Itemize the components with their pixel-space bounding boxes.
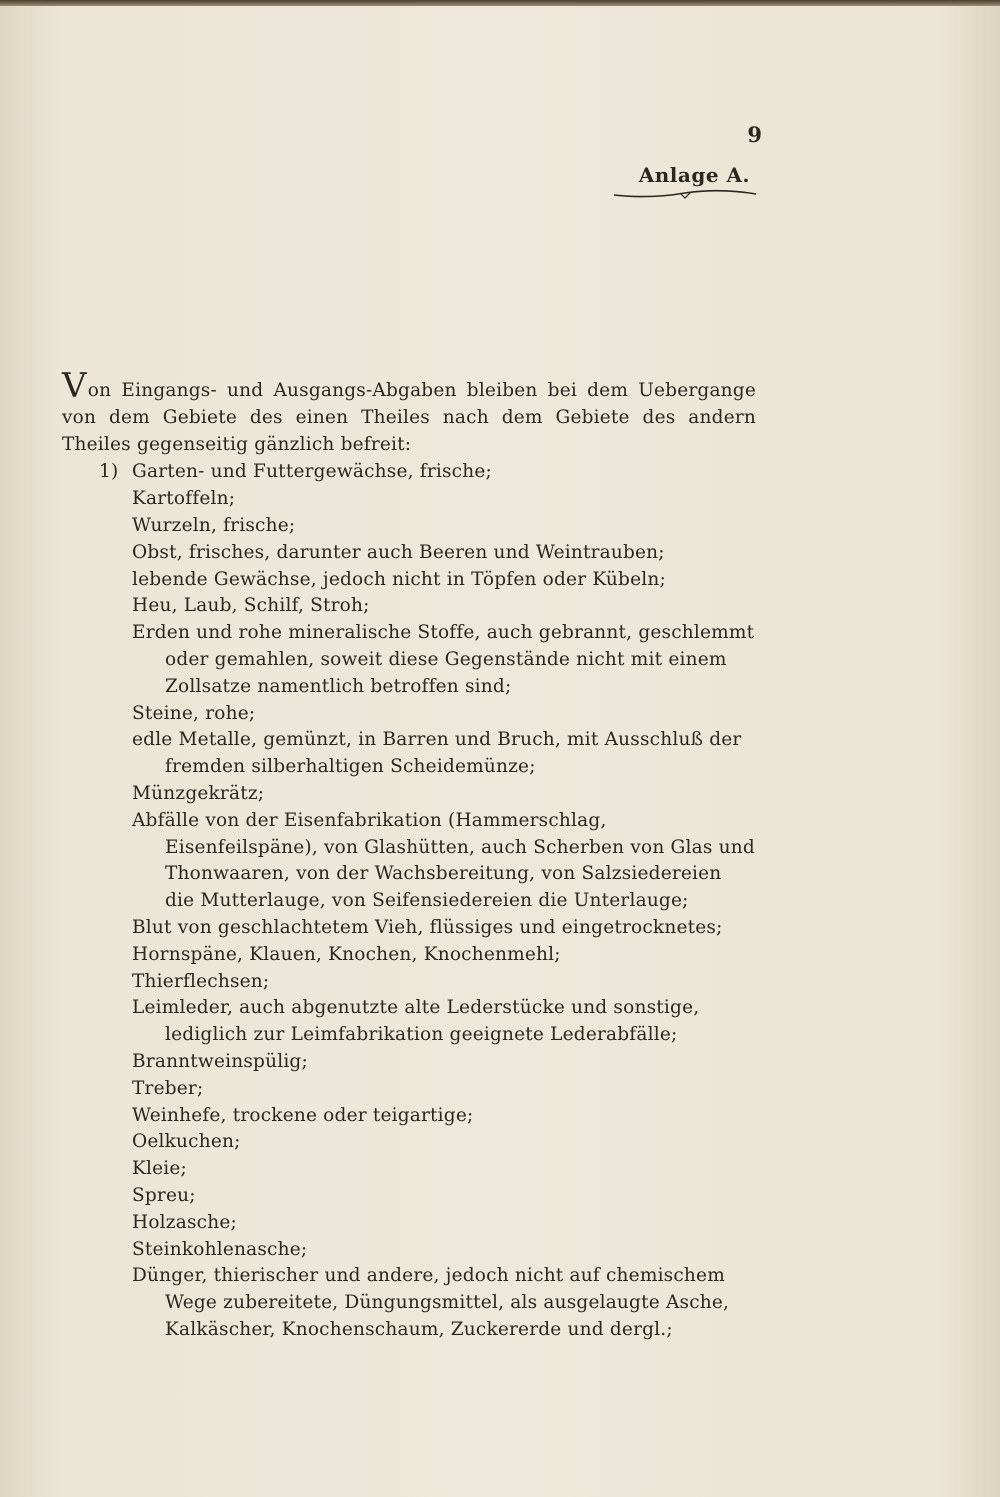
list-item: Kleie;: [132, 1158, 187, 1180]
list-item: Leimleder, auch abgenutzte alte Lederstücke und sonstige, lediglich zur Leimfabrikation geeignete Lederabfälle;: [132, 997, 700, 1046]
intro-text: on Eingangs- und Ausgangs-Abgaben bleiben bei dem Uebergange von dem Gebiete des einen Theiles nach dem Gebiete des andern Theiles gegenseitig gänzlich befreit:: [62, 380, 756, 455]
intro-paragraph: [62, 366, 756, 458]
list-item: edle Metalle, gemünzt, in Barren und Bruch, mit Ausschluß der fremden silberhaltigen Scheidemünze;: [132, 729, 742, 778]
list-item: Hornspäne, Klauen, Knochen, Knochenmehl;: [132, 943, 561, 965]
list-item: Blut von geschlachtetem Vieh, flüssiges und eingetrocknetes;: [132, 916, 723, 938]
list-item: Weinhefe, trockene oder teigartige;: [132, 1104, 474, 1126]
list-item: Oelkuchen;: [132, 1131, 241, 1153]
list-item: Steine, rohe;: [132, 702, 256, 724]
exempt-goods-list: [62, 459, 756, 1343]
list-item: Spreu;: [132, 1184, 196, 1206]
list-item: Wurzeln, frische;: [132, 514, 296, 536]
list-item: Kartoffeln;: [132, 488, 236, 510]
list-item: Branntweinspülig;: [132, 1050, 308, 1072]
page-number: 9: [747, 122, 762, 147]
list-item: Dünger, thierischer und andere, jedoch nicht auf chemischem Wege zubereitete, Düngungsmittel, als ausgelaugte Asche, Kalkäscher, Knochenschaum, Zuckererde und dergl.;: [132, 1265, 730, 1340]
list-number: 1): [99, 461, 119, 483]
list-item: Heu, Laub, Schilf, Stroh;: [132, 595, 370, 617]
list-item: Steinkohlenasche;: [132, 1238, 308, 1260]
heading-underline-flourish: [610, 187, 760, 201]
list-item: [62, 459, 756, 486]
list-item: Obst, frisches, darunter auch Beeren und Weintrauben;: [132, 541, 665, 563]
list-item: Münzgekrätz;: [132, 782, 265, 804]
list-item: Thierflechsen;: [132, 970, 270, 992]
list-item: Treber;: [132, 1077, 204, 1099]
list-item: Abfälle von der Eisenfabrikation (Hammerschlag, Eisenfeilspäne), von Glashütten, auch Scherben von Glas und Thonwaaren, von der Wachsbereitung, von Salzsiedereien die Mutterlauge, von Seifensiedereien die Unterlauge;: [132, 809, 755, 912]
list-item: Erden und rohe mineralische Stoffe, auch gebrannt, geschlemmt oder gemahlen, soweit diese Gegenstände nicht mit einem Zollsatze namentlich betroffen sind;: [132, 622, 755, 697]
list-item-text: Garten- und Futtergewächse, frische;: [132, 461, 492, 483]
list-item: lebende Gewächse, jedoch nicht in Töpfen oder Kübeln;: [132, 568, 666, 590]
document-body: [62, 366, 756, 1344]
list-item: Holzasche;: [132, 1211, 237, 1233]
appendix-heading: Anlage A.: [638, 163, 750, 187]
drop-initial: V: [62, 366, 87, 406]
page-top-edge: [0, 0, 1000, 6]
